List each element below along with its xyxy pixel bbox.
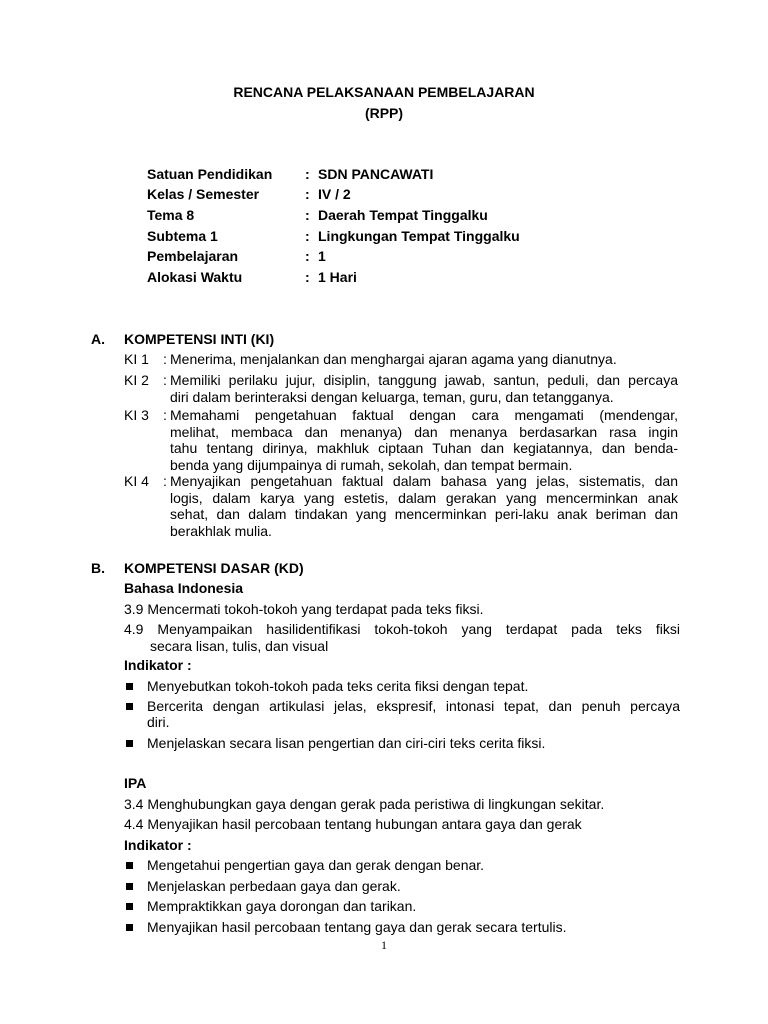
ki-text — [170, 473, 678, 539]
list-item-text: Menyajikan hasil percobaan tentang gaya dan gerak secara tertulis. — [147, 919, 567, 935]
section-a-title: KOMPETENSI INTI (KI) — [124, 331, 275, 347]
identity-key: Tema 8 — [147, 207, 195, 223]
identity-colon: : — [305, 166, 310, 182]
ki-line: melihat, membaca dan menanya) dan menanya berdasarkan rasa ingin — [170, 423, 678, 440]
ki-code: KI 4 — [124, 473, 149, 489]
section-a-letter: A. — [91, 331, 105, 347]
list-item-text — [147, 735, 680, 751]
identity-key: Kelas / Semester — [147, 186, 260, 202]
ki-colon: : — [163, 351, 167, 367]
list-item-text: Menjelaskan perbedaan gaya dan gerak. — [147, 878, 401, 894]
bullet-square-icon — [126, 862, 133, 869]
list-item-text: Mempraktikkan gaya dorongan dan tarikan. — [147, 898, 417, 914]
document-subtitle: (RPP) — [364, 105, 404, 121]
identity-colon: : — [305, 186, 310, 202]
identity-value: SDN PANCAWATI — [318, 166, 434, 182]
list-item-text — [147, 698, 680, 730]
bullet-square-icon — [126, 703, 133, 710]
identity-value: Daerah Tempat Tinggalku — [318, 207, 488, 223]
identity-colon: : — [305, 248, 310, 264]
ki-line: berakhlak mulia. — [170, 522, 272, 539]
subject-bahasa-indonesia: Bahasa Indonesia — [124, 580, 244, 596]
ki-line: Menyajikan pengetahuan faktual dalam bahasa yang jelas, sistematis, dan — [170, 473, 678, 489]
list-item-line: Bercerita dengan artikulasi jelas, ekspresif, intonasi tepat, dan penuh percaya — [147, 698, 680, 714]
section-b-letter: B. — [91, 560, 105, 576]
kd-item — [124, 621, 680, 655]
ki-line: tahu tentang dirinya, makhluk ciptaan Tuhan dan kegiatannya, dan benda- — [170, 440, 678, 456]
list-item-text — [147, 678, 680, 694]
section-b-title: KOMPETENSI DASAR (KD) — [124, 560, 304, 576]
identity-value: 1 — [318, 248, 326, 264]
kd-item: 3.9 Mencermati tokoh-tokoh yang terdapat pada teks fiksi. — [124, 601, 484, 617]
list-item-text: Mengetahui pengertian gaya dan gerak dengan benar. — [147, 857, 485, 873]
ki-text — [170, 351, 678, 368]
ki-text — [170, 407, 678, 473]
indikator-label: Indikator : — [124, 837, 192, 853]
subject-ipa: IPA — [124, 775, 147, 791]
kd-line: secara lisan, tulis, dan visual — [150, 638, 329, 654]
list-item-line: Menjelaskan secara lisan pengertian dan ciri-ciri teks cerita fiksi. — [147, 735, 546, 751]
identity-key: Satuan Pendidikan — [147, 166, 273, 182]
identity-value: Lingkungan Tempat Tinggalku — [318, 228, 520, 244]
page-number: 1 — [381, 938, 387, 952]
list-item-line: diri. — [147, 714, 170, 730]
ki-line: Menerima, menjalankan dan menghargai ajaran agama yang dianutnya. — [170, 351, 617, 367]
ki-line: benda yang dijumpainya di rumah, sekolah, dan tempat bermain. — [170, 456, 573, 473]
identity-key: Subtema 1 — [147, 228, 218, 244]
bullet-square-icon — [126, 683, 133, 690]
bullet-square-icon — [126, 740, 133, 747]
ki-line: sehat, dan dalam tindakan yang mencerminkan peri-laku anak beriman dan — [170, 506, 678, 522]
identity-key: Alokasi Waktu — [147, 269, 243, 285]
identity-value: 1 Hari — [318, 269, 357, 285]
ki-code: KI 2 — [124, 372, 149, 388]
identity-colon: : — [305, 228, 310, 244]
bullet-square-icon — [126, 903, 133, 910]
kd-item: 4.4 Menyajikan hasil percobaan tentang hubungan antara gaya dan gerak — [124, 816, 582, 832]
document-title: RENCANA PELAKSANAAN PEMBELAJARAN — [233, 84, 535, 100]
ki-line: logis, dalam karya yang estetis, dalam gerakan yang mencerminkan anak — [170, 489, 678, 506]
kd-item: 3.4 Menghubungkan gaya dengan gerak pada peristiwa di lingkungan sekitar. — [124, 796, 605, 812]
ki-line: Memiliki perilaku jujur, disiplin, tanggung jawab, santun, peduli, dan percaya — [170, 372, 678, 388]
identity-colon: : — [305, 207, 310, 223]
list-item-line: Menyebutkan tokoh-tokoh pada teks cerita fiksi dengan tepat. — [147, 678, 529, 694]
identity-key: Pembelajaran — [147, 248, 239, 264]
identity-colon: : — [305, 269, 310, 285]
ki-colon: : — [163, 372, 167, 388]
kd-line: 4.9 Menyampaikan hasilidentifikasi tokoh-tokoh yang terdapat pada teks fiksi — [124, 621, 680, 637]
ki-code: KI 3 — [124, 407, 149, 423]
bullet-square-icon — [126, 924, 133, 931]
ki-line: Memahami pengetahuan faktual dengan cara mengamati (mendengar, — [170, 407, 678, 423]
bullet-square-icon — [126, 883, 133, 890]
indikator-label: Indikator : — [124, 657, 192, 673]
identity-value: IV / 2 — [318, 186, 351, 202]
ki-text — [170, 372, 678, 405]
ki-code: KI 1 — [124, 351, 149, 367]
ki-colon: : — [163, 407, 167, 423]
ki-line: diri dalam berinteraksi dengan keluarga, teman, guru, dan tetangganya. — [170, 388, 614, 405]
ki-colon: : — [163, 473, 167, 489]
